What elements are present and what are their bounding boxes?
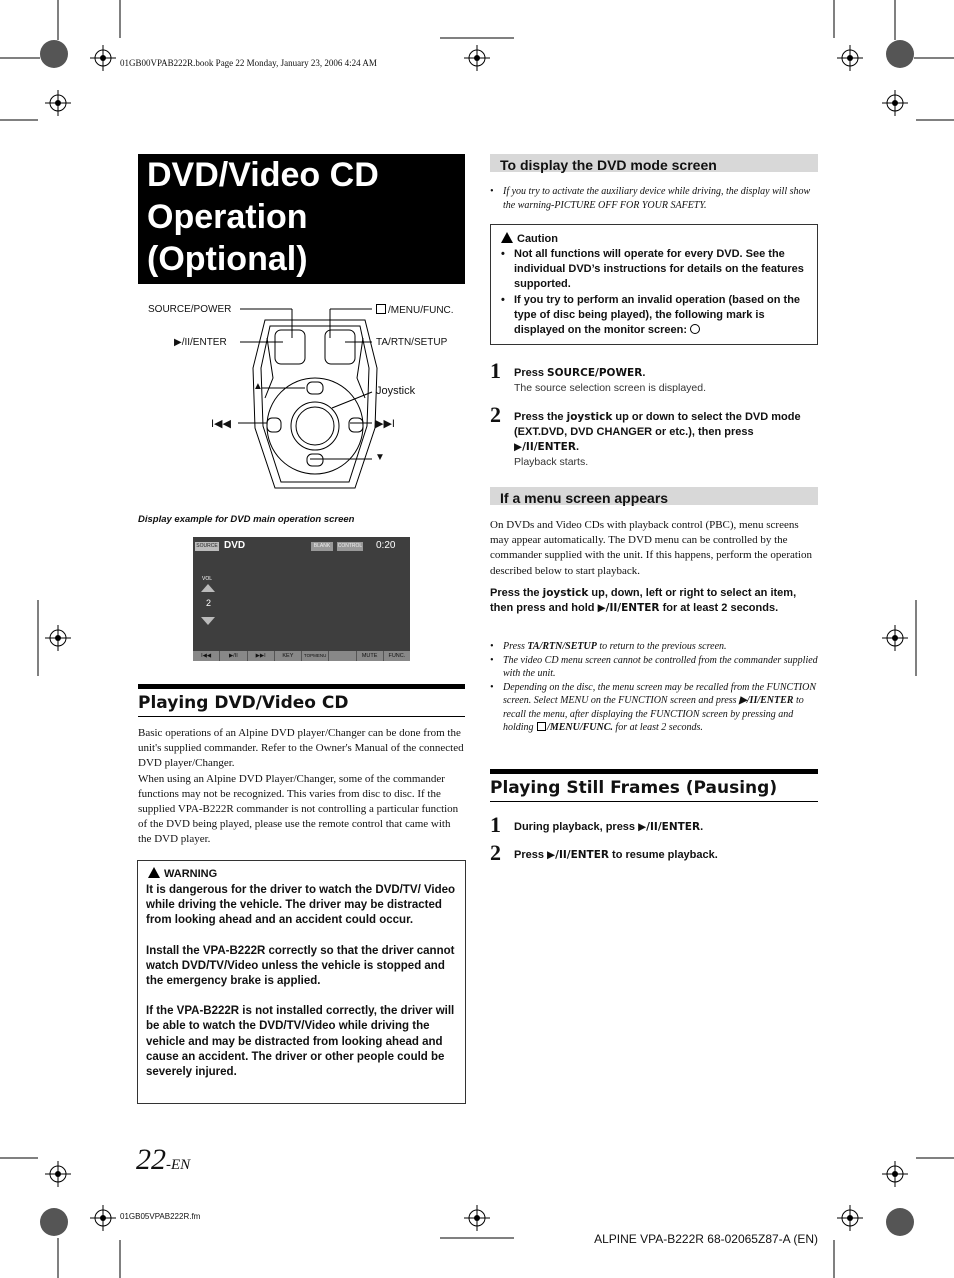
still-step-1-text: During playback, press ▶/II/ENTER. — [514, 821, 704, 833]
step-2-number: 2 — [490, 402, 501, 427]
vol-up-icon — [201, 584, 215, 592]
playing-heading: Playing DVD/Video CD — [138, 684, 465, 717]
screen-bottom-bar — [193, 651, 410, 661]
menu-icon — [376, 304, 386, 314]
figure-caption: Display example for DVD main operation screen — [138, 514, 355, 525]
caution-item-2: • If you try to perform an invalid operation (based on the type of disc being played), the following mark is displayed on the monitor screen: — [501, 293, 807, 339]
warning-para-2: Install the VPA-B222R correctly so that the driver cannot watch DVD/TV/Video unless the vehicle is stopped and the emergency brake is applied. — [146, 944, 455, 988]
screen-vol-label: VOL — [202, 576, 213, 582]
page-number: 22-EN — [136, 1143, 191, 1176]
display-mode-notes — [490, 185, 818, 212]
next-icon: ▶▶I — [375, 418, 395, 430]
menu-heading: If a menu screen appears — [490, 487, 818, 505]
caution-box — [490, 224, 818, 345]
warning-title-row: WARNING — [148, 867, 457, 880]
prev-icon: I◀◀ — [211, 418, 231, 430]
caution-title-row: Caution — [501, 232, 807, 245]
step-1-text: Press SOURCE/POWER. The source selection screen is displayed. — [514, 366, 818, 396]
menu-note-2: • The video CD menu screen cannot be controlled from the commander supplied with the unit. — [490, 654, 818, 681]
key-joystick: joystick — [542, 587, 589, 599]
step-2-sub: Playback starts. — [514, 456, 589, 468]
down-arrow-icon: ▼ — [375, 452, 385, 463]
warning-icon — [148, 867, 160, 878]
warning-box — [137, 860, 466, 1104]
vol-down-icon — [201, 617, 215, 625]
screen-bottom-item: MUTE — [357, 651, 384, 661]
key-enter: ▶/II/ENTER — [638, 821, 701, 833]
screen-time: 0:20 — [376, 540, 396, 551]
prohibited-icon — [690, 324, 700, 334]
label-ta-rtn-setup: TA/RTN/SETUP — [376, 337, 448, 348]
screen-button-2: CONTROL — [337, 543, 363, 549]
label-source-power: SOURCE/POWER — [148, 304, 232, 315]
screen-mode: DVD — [224, 540, 246, 551]
play-pause-icon: ▶/II — [174, 337, 191, 348]
up-arrow-icon: ▲ — [253, 381, 263, 392]
still-step-1-number: 1 — [490, 812, 501, 837]
key-enter: ▶/II/ENTER — [597, 602, 660, 615]
step-2-text: Press the joystick up or down to select the DVD mode (EXT.DVD, DVD CHANGER or etc.), then press ▶/II/ENTER. Playback starts. — [514, 410, 818, 470]
display-mode-heading: To display the DVD mode screen — [490, 154, 818, 172]
screen-button-1: BLANK — [311, 542, 333, 551]
footer-file: 01GB05VPAB222R.fm — [120, 1212, 201, 1221]
playing-body — [138, 726, 465, 848]
screen-bottom-item: I◀◀ — [193, 651, 220, 661]
title-line-3: (Optional) — [147, 240, 308, 278]
menu-icon — [537, 722, 546, 731]
screen-bottom-item — [329, 651, 356, 661]
playing-para-2: When using an Alpine DVD Player/Changer, some of the commander functions may not be recognized. This varies from disc to disc. If the supplied VPA-B222R commander is not controlling a particular function of the DVD being played, please use the remote control that came with the DVD player. — [138, 772, 459, 846]
key-enter: ▶/II/ENTER — [514, 441, 576, 453]
screen-bottom-item: TOPMENU — [302, 651, 329, 661]
footer-right: ALPINE VPA-B222R 68-02065Z87-A (EN) — [594, 1232, 818, 1246]
warning-para-3: If the VPA-B222R is not installed correctly, the driver will be able to watch the DVD/TV/Video while driving the vehicle and may be distracted from looking ahead and cause an accident. The driver or other people could be severely injured. — [146, 1005, 455, 1079]
step-1-number: 1 — [490, 358, 501, 383]
display-mode-note: • If you try to activate the auxiliary device while driving, the display will show the warning-PICTURE OFF FOR YOUR SAFETY. — [490, 185, 818, 212]
caution-item-1: • Not all functions will operate for every DVD. See the individual DVD’s instructions for details on the features supported. — [501, 247, 807, 293]
screen-bottom-item: ▶/II — [220, 651, 247, 661]
screen-bottom-item: FUNC. — [388, 653, 406, 659]
screen-bottom-item: ▶▶I — [248, 651, 275, 661]
screen-source-button: SOURCE — [196, 543, 218, 549]
dvd-screen — [193, 537, 410, 661]
title-line-2: Operation — [147, 198, 308, 236]
still-step-2-number: 2 — [490, 840, 501, 865]
caution-icon — [501, 232, 513, 243]
screen-vol-value: 2 — [206, 598, 212, 608]
book-note: 01GB00VPAB222R.book Page 22 Monday, January 23, 2006 4:24 AM — [120, 58, 377, 68]
menu-instruction: Press the joystick up, down, left or right to select an item, then press and hold ▶/II/ENTER for at least 2 seconds. — [490, 587, 797, 615]
menu-para: On DVDs and Video CDs with playback control (PBC), menu screens may appear automatically. The DVD menu can be controlled by the commander supplied with the unit. If this happens, perform the operation described below to start playback. — [490, 519, 812, 577]
key-joystick: joystick — [566, 411, 613, 423]
label-menu-func: /MENU/FUNC. — [376, 304, 454, 316]
still-heading: Playing Still Frames (Pausing) — [490, 769, 818, 802]
key-enter: ▶/II/ENTER — [547, 849, 609, 861]
caution-list — [501, 247, 807, 338]
warning-para-1: It is dangerous for the driver to watch the DVD/TV/ Video while driving the vehicle. The driver may be distracted from looking ahead and an accident could occur. — [146, 884, 456, 927]
menu-note-1: • Press TA/RTN/SETUP to return to the previous screen. — [490, 640, 818, 654]
label-enter: ▶/II/ENTER — [174, 337, 227, 348]
playing-para-1: Basic operations of an Alpine DVD player/Changer can be done from the unit's supplied commander. Refer to the Owner's Manual of the connected DVD player/Changer. — [138, 727, 464, 770]
key-source-power: SOURCE/POWER — [547, 367, 643, 379]
still-step-2-text: Press ▶/II/ENTER to resume playback. — [514, 849, 718, 861]
menu-notes — [490, 640, 818, 735]
label-joystick: Joystick — [376, 385, 416, 397]
menu-note-3: • Depending on the disc, the menu screen may be recalled from the FUNCTION screen. Select MENU on the FUNCTION screen and press ▶/II/ENTER to recall the menu, after displaying the FUNCTION screen by pressing and holding /MENU/FUNC. for at least 2 seconds. — [490, 681, 818, 735]
step-1-sub: The source selection screen is displayed. — [514, 382, 707, 394]
title-line-1: DVD/Video CD — [147, 156, 379, 194]
screen-bottom-item: KEY — [275, 651, 302, 661]
